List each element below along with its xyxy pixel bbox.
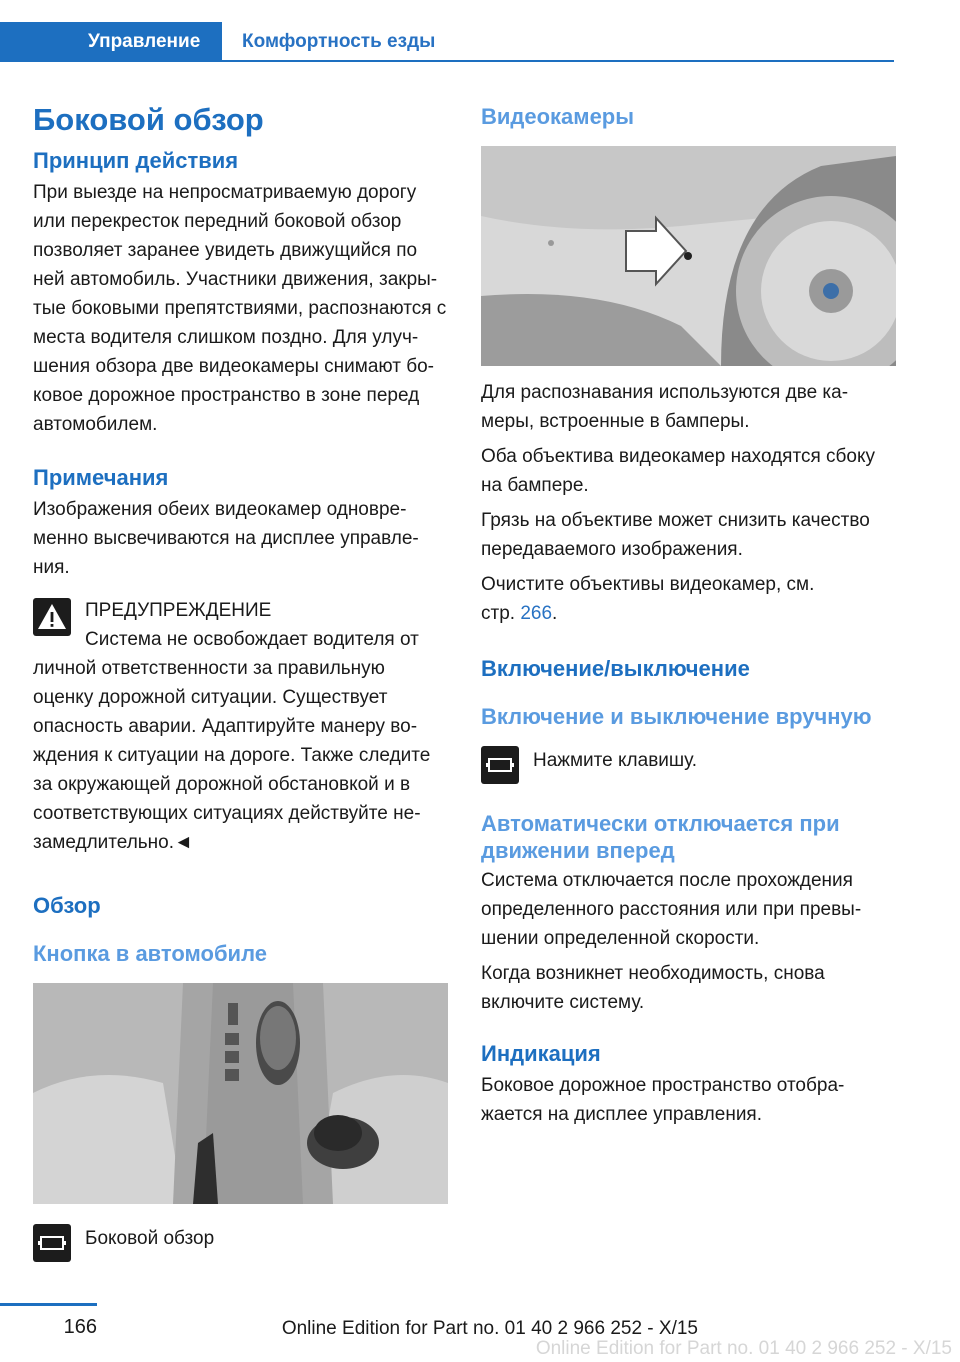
warning-title: ПРЕДУПРЕЖДЕНИЕ [85,600,272,621]
watermark-text: Online Edition for Part no. 01 40 2 966 252 - X/15 [535,1338,952,1359]
header-divider [222,60,894,62]
header-tabs [0,22,435,62]
side-view-button-row [33,1224,448,1262]
tab-driving-comfort[interactable]: Комфортность езды [242,31,436,52]
footer-divider [0,1303,97,1306]
overview-heading: Обзор [33,893,101,918]
auto-p2: Когда возникнет необходимость, снова включите систему. [481,963,825,1013]
side-view-button-label: Боковой обзор [85,1228,215,1249]
manual-text: Нажмите клавишу. [533,750,698,771]
auto-heading: Автоматически отключается при движении вперед [481,811,840,863]
cameras-p1: Для распознавания используются две ка-меры, встроенные в бамперы. [481,382,849,432]
cameras-p4-page-prefix: стр. [481,603,516,624]
center-console-photo [33,983,448,1204]
principle-heading: Принцип действия [33,148,239,173]
page-title: Боковой обзор [33,102,264,137]
manual-button-row [481,746,896,784]
left-column [33,100,448,1262]
page-link-266[interactable]: 266 [520,603,553,624]
tab-control[interactable]: Управление [0,22,222,62]
warning-triangle-icon [33,598,71,636]
warning-text: личной ответственности за правильную оценку дорожной ситуации. Существует опасность аварии. Адаптируйте манеру во-ждения к ситуации на дороге. Также следите за окружающей дорожной обстановкой и в соответствующих ситуациях действуйте не-замедлительно.◄ [33,658,431,853]
page-number: 166 [63,1316,97,1338]
cameras-p4-text: Очистите объективы видеокамер, см. [481,574,815,595]
display-heading: Индикация [481,1041,601,1066]
display-text: Боковое дорожное пространство отобра-жается на дисплее управления. [481,1075,845,1125]
cameras-p3: Грязь на объективе может снизить качество передаваемого изображения. [481,510,870,560]
button-heading: Кнопка в автомобиле [33,941,267,966]
side-view-button-icon[interactable] [481,746,519,784]
warning-block [33,596,448,857]
cameras-heading: Видеокамеры [481,104,635,129]
bumper-camera-photo [481,146,896,366]
right-column [481,100,896,1129]
onoff-heading: Включение/выключение [481,656,750,681]
principle-text: При выезде на непросматриваемую дорогу или перекресток передний боковой обзор позволяет заранее увидеть движущийся по ней автомобиль. Участники движения, закры-тые боковыми препятствиями, распознаются с места водителя слишком поздно. Для улуч-шения обзора две видеокамеры снимают бо-ковое дорожное пространство в зоне перед автомобилем. [33,182,447,435]
cameras-p2: Оба объектива видеокамер находятся сбоку на бампере. [481,446,875,496]
side-view-button-icon[interactable] [33,1224,71,1262]
notes-heading: Примечания [33,465,169,490]
cameras-p4 [481,570,896,628]
auto-p1: Система отключается после прохождения определенного расстояния или при превы-шении определенной скорости. [481,870,862,949]
notes-text: Изображения обеих видеокамер одновре-менно высвечиваются на дисплее управле-ния. [33,499,419,578]
warning-text-first: Система не освобождает водителя от [85,629,419,650]
manual-heading: Включение и выключение вручную [481,704,872,729]
edition-text: Online Edition for Part no. 01 40 2 966 252 - X/15 [281,1318,698,1339]
cameras-p4-suffix: . [552,603,558,624]
